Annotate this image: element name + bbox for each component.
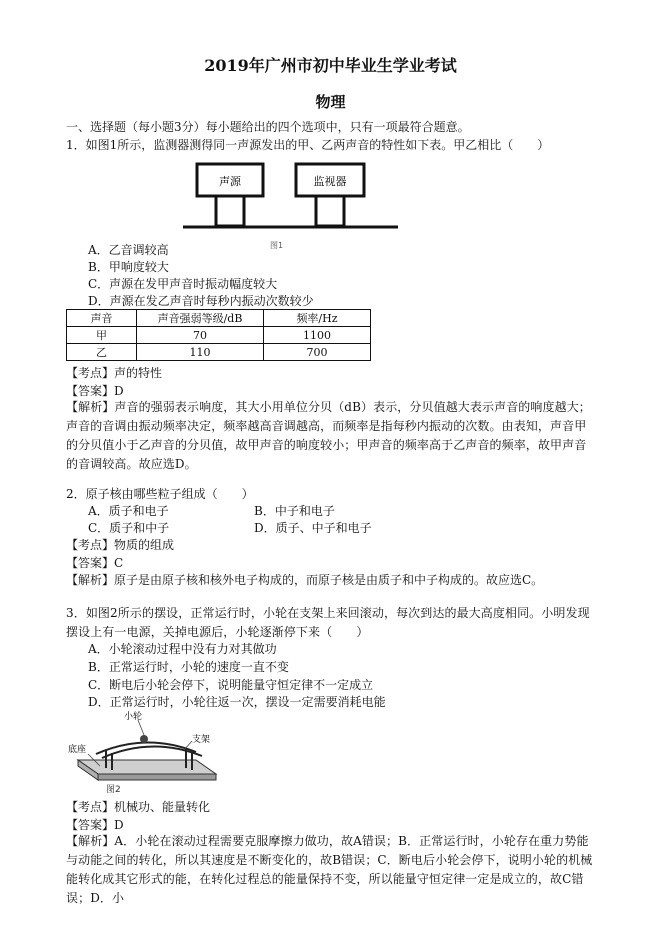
section-heading: 一、选择题（每小题3分）每小题给出的四个选项中，只有一项最符合题意。 [66, 120, 470, 134]
q1-option-b: B．甲响度较大 [88, 260, 169, 274]
q2-answer: 【答案】C [66, 556, 124, 570]
table-cell: 乙 [67, 344, 137, 361]
q1-stem: 1．如图1所示，监测器测得同一声源发出的甲、乙两声音的特性如下表。甲乙相比（ ） [66, 138, 550, 152]
table-header-cell: 声音强弱等级/dB [137, 310, 264, 327]
q2-point: 【考点】物质的组成 [66, 538, 175, 552]
table-header-row [67, 310, 371, 327]
fig2-stand-label: 支架 [192, 735, 211, 745]
q1-answer: 【答案】D [66, 384, 124, 398]
table-header-cell: 频率/Hz [264, 310, 371, 327]
table-row [67, 344, 371, 361]
q3-option-b: B．正常运行时，小轮的速度一直不变 [88, 660, 289, 674]
figure-1-diagram [183, 162, 398, 254]
q1-option-c: C．声源在发甲声音时振动幅度较大 [88, 277, 278, 291]
page-title: 2019年广州市初中毕业生学业考试 [204, 56, 457, 75]
q2-option-d: D．质子、中子和电子 [254, 521, 372, 535]
q1-option-a: A．乙音调较高 [88, 243, 169, 257]
fig1-source-label: 声源 [219, 175, 241, 188]
fig1-caption: 图1 [270, 241, 284, 250]
q3-point: 【考点】机械功、能量转化 [66, 800, 211, 814]
table-cell: 700 [264, 344, 371, 361]
sound-table [66, 309, 371, 361]
figure-2-diagram [66, 708, 226, 794]
q3-option-a: A．小轮滚动过程中没有力对其做功 [88, 642, 277, 656]
table-row [67, 327, 371, 344]
q2-option-b: B．中子和电子 [254, 504, 335, 518]
subject-title: 物理 [315, 93, 346, 111]
fig1-monitor-label: 监视器 [313, 175, 347, 188]
table-cell: 110 [137, 344, 264, 361]
q3-option-d: D．正常运行时，小轮往返一次，摆设一定需要消耗电能 [88, 695, 386, 709]
fig2-wheel-label: 小轮 [124, 712, 143, 722]
q2-option-c: C．质子和中子 [88, 521, 170, 535]
q3-answer: 【答案】D [66, 818, 124, 832]
q2-option-a: A．质子和电子 [88, 504, 169, 518]
q2-analysis: 【解析】原子是由原子核和核外电子构成的，而原子核是由质子和中子构成的。故应选C。 [66, 573, 544, 587]
table-cell: 1100 [264, 327, 371, 344]
fig2-base-label: 底座 [68, 745, 87, 755]
q3-analysis: 【解析】A．小轮在滚动过程需要克服摩擦力做功，故A错误；B．正常运行时，小轮存在重力势能与动能之间的转化，所以其速度是不断变化的，故B错误；C．断电后小轮会停下，说明小轮的机械能转化成其它形式的能，在转化过程总的能量保持不变，所以能量守恒定律一定是成立的，故C错误；D．小 [66, 834, 593, 905]
q1-analysis: 【解析】声音的强弱表示响度，其大小用单位分贝（dB）表示，分贝值越大表示声音的响度越大；声音的音调由振动频率决定，频率越高音调越高，而频率是指每秒内振动的次数。由表知，声音甲的分贝值小于乙声音的分贝值，故甲声音的响度较小；甲声音的频率高于乙声音的频率，故甲声音的音调较高。故应选D。 [66, 400, 591, 471]
q1-option-d: D．声源在发乙声音时每秒内振动次数较少 [88, 294, 314, 308]
fig2-caption: 图2 [106, 785, 121, 794]
q3-option-c: C．断电后小轮会停下，说明能量守恒定律不一定成立 [88, 678, 374, 692]
table-header-cell: 声音 [67, 310, 137, 327]
q3-stem: 3．如图2所示的摆设，正常运行时，小轮在支架上来回滚动，每次到达的最大高度相同。小明发现摆设上有一电源，关掉电源后，小轮逐渐停下来（ ） [66, 606, 590, 639]
table-cell: 甲 [67, 327, 137, 344]
q2-stem: 2．原子核由哪些粒子组成（ ） [66, 487, 254, 501]
q1-point: 【考点】声的特性 [66, 366, 163, 380]
table-cell: 70 [137, 327, 264, 344]
